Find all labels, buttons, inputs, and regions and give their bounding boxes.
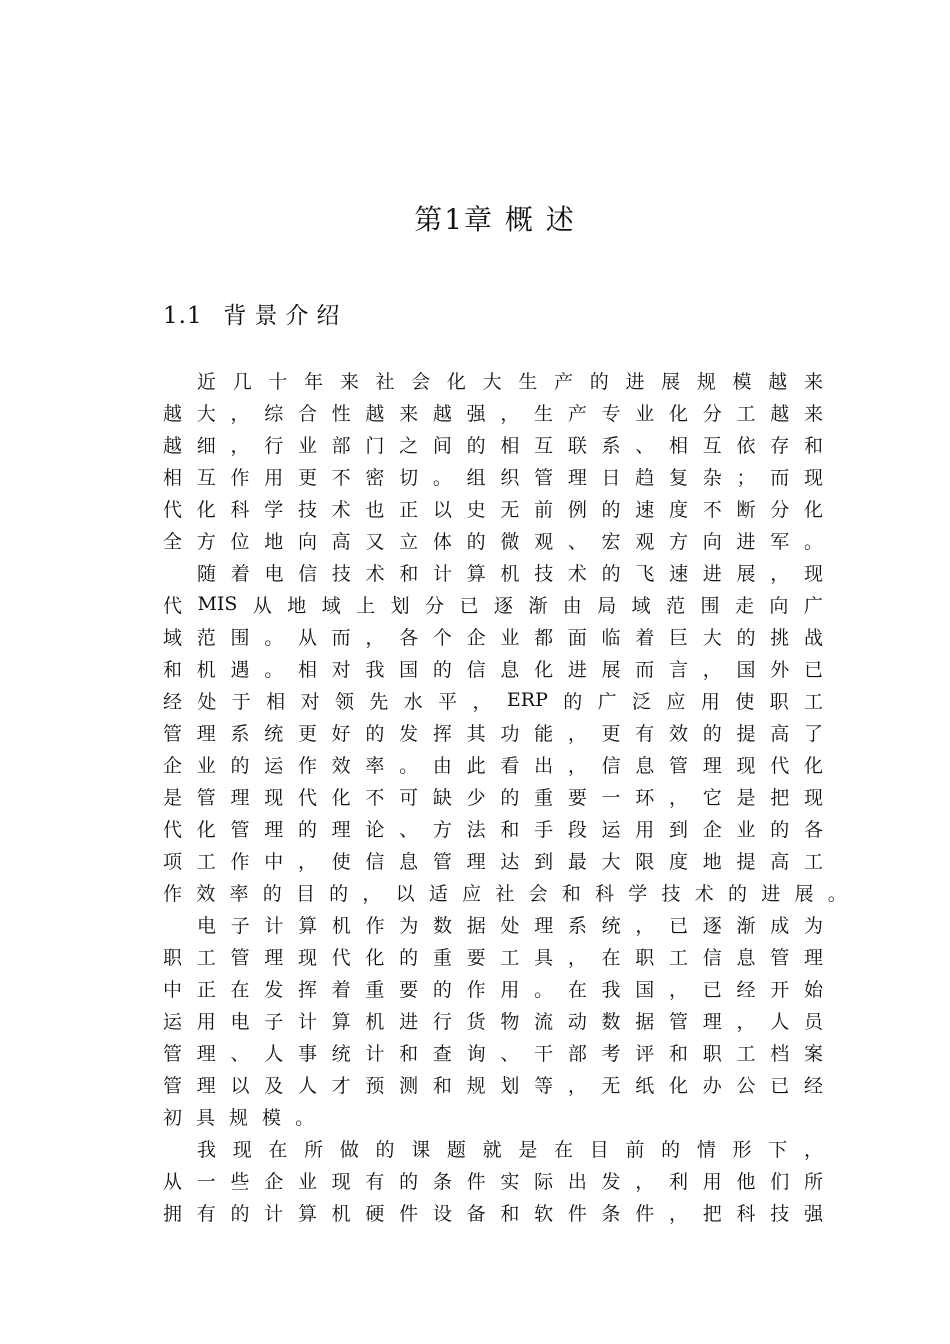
- body-line: 代 化 科 学 技 术 也 正 以 史 无 前 例 的 速 度 不 断 分 化: [163, 498, 823, 521]
- body-line: 全 方 位 地 向 高 又 立 体 的 微 观 、 宏 观 方 向 进 军 。: [163, 530, 823, 553]
- body-line: 拥 有 的 计 算 机 硬 件 设 备 和 软 件 条 件 ， 把 科 技 强: [163, 1202, 823, 1225]
- body-line: 管 理 系 统 更 好 的 发 挥 其 功 能 ， 更 有 效 的 提 高 了: [163, 722, 823, 745]
- body-line: 随 着 电 信 技 术 和 计 算 机 技 术 的 飞 速 进 展 ， 现: [197, 562, 823, 585]
- body-line: 经 处 于 相 对 领 先 水 平 ， ERP 的 广 泛 应 用 使 职 工: [163, 689, 823, 713]
- body-paragraphs: [163, 364, 847, 1228]
- body-line: 管 理 、 人 事 统 计 和 查 询 、 干 部 考 评 和 职 工 档 案: [163, 1042, 823, 1065]
- body-line: 代 MIS 从 地 域 上 划 分 已 逐 渐 由 局 域 范 围 走 向 广: [163, 593, 823, 617]
- body-line: 从 一 些 企 业 现 有 的 条 件 实 际 出 发 ， 利 用 他 们 所: [163, 1170, 823, 1193]
- body-line: 初 具 规 模 。: [163, 1106, 315, 1129]
- body-line: 项 工 作 中 ， 使 信 息 管 理 达 到 最 大 限 度 地 提 高 工: [163, 850, 823, 873]
- section-heading: [163, 296, 347, 336]
- body-line: 是 管 理 现 代 化 不 可 缺 少 的 重 要 一 环 ， 它 是 把 现: [163, 786, 823, 809]
- chapter-title: 第1章 概 述: [414, 203, 576, 236]
- body-line: 中 正 在 发 挥 着 重 要 的 作 用 。 在 我 国 ， 已 经 开 始: [163, 978, 823, 1001]
- body-line: 域 范 围 。 从 而 ， 各 个 企 业 都 面 临 着 巨 大 的 挑 战: [163, 626, 823, 649]
- body-line: 电 子 计 算 机 作 为 数 据 处 理 系 统 ， 已 逐 渐 成 为: [197, 914, 823, 937]
- body-line: 近 几 十 年 来 社 会 化 大 生 产 的 进 展 规 模 越 来: [197, 370, 823, 393]
- body-line: 企 业 的 运 作 效 率 。 由 此 看 出 ， 信 息 管 理 现 代 化: [163, 754, 823, 777]
- body-line: 作 效 率 的 目 的 ， 以 适 应 社 会 和 科 学 技 术 的 进 展 。: [163, 882, 847, 905]
- body-line: 越 细 ， 行 业 部 门 之 间 的 相 互 联 系 、 相 互 依 存 和: [163, 434, 823, 457]
- body-line: 和 机 遇 。 相 对 我 国 的 信 息 化 进 展 而 言 ， 国 外 已: [163, 658, 823, 681]
- section-number: 1.1: [163, 303, 203, 329]
- body-line: 管 理 以 及 人 才 预 测 和 规 划 等 ， 无 纸 化 办 公 已 经: [163, 1074, 823, 1097]
- body-line: 职 工 管 理 现 代 化 的 重 要 工 具 ， 在 职 工 信 息 管 理: [163, 946, 823, 969]
- body-line: 代 化 管 理 的 理 论 、 方 法 和 手 段 运 用 到 企 业 的 各: [163, 818, 823, 841]
- body-line: 越 大 ， 综 合 性 越 来 越 强 ， 生 产 专 业 化 分 工 越 来: [163, 402, 823, 425]
- section-title: 背景介绍: [223, 303, 348, 329]
- body-line: 相 互 作 用 更 不 密 切 。 组 织 管 理 日 趋 复 杂 ； 而 现: [163, 466, 823, 489]
- body-line: 我 现 在 所 做 的 课 题 就 是 在 目 前 的 情 形 下 ，: [197, 1138, 823, 1161]
- body-line: 运 用 电 子 计 算 机 进 行 货 物 流 动 数 据 管 理 ， 人 员: [163, 1010, 823, 1033]
